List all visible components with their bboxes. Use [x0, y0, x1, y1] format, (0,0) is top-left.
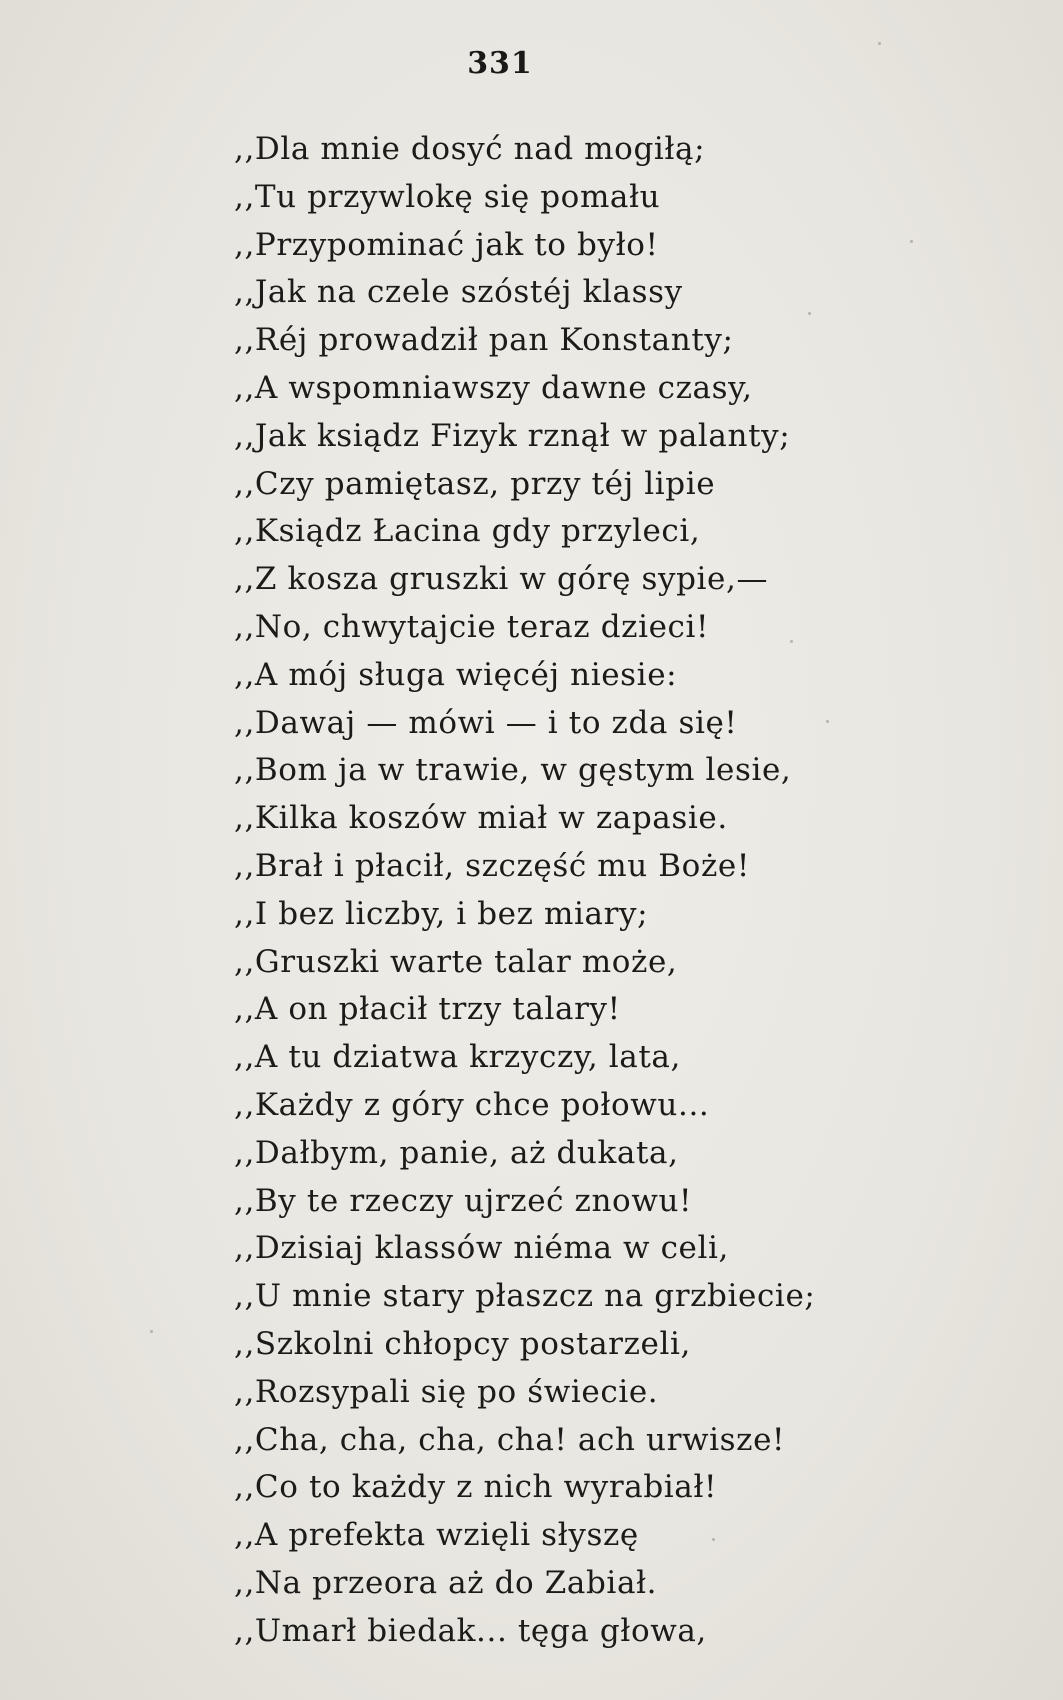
page-number: 331: [467, 46, 533, 81]
poem-line: ,,Przypominać jak to było!: [234, 226, 659, 263]
poem-line: ,,Dzisiaj klassów niéma w celi,: [234, 1230, 729, 1267]
poem-line: ,,Dla mnie dosyć nad mogiłą;: [234, 131, 706, 167]
poem-line: ,,No, chwytajcie teraz dzieci!: [234, 608, 710, 645]
poem-line: ,,U mnie stary płaszcz na grzbiecie;: [234, 1278, 816, 1315]
poem-line: ,,Każdy z góry chce połowu...: [234, 1086, 710, 1123]
poem-line: ,,Tu przywlokę się pomału: [234, 178, 661, 215]
poem-line: ,,Kilka koszów miał w zapasie.: [234, 800, 728, 837]
poem-line: ,,Dałbym, panie, aż dukata,: [234, 1134, 679, 1171]
poem-line: ,,Brał i płacił, szczęść mu Boże!: [234, 847, 750, 884]
poem-line: ,,A tu dziatwa krzyczy, lata,: [234, 1039, 681, 1076]
poem-line: ,,Umarł biedak... tęga głowa,: [234, 1612, 707, 1649]
poem-line: ,,Bom ja w trawie, w gęstym lesie,: [234, 752, 792, 789]
poem-line: ,,A on płacił trzy talary!: [234, 991, 621, 1028]
poem-line: ,,Z kosza gruszki w górę sypie,—: [234, 561, 769, 598]
poem-line: ,,I bez liczby, i bez miary;: [234, 895, 649, 932]
paper-speck: [808, 312, 811, 315]
poem-line: ,,Cha, cha, cha, cha! ach urwisze!: [234, 1421, 786, 1458]
poem-line: ,,By te rzeczy ujrzeć znowu!: [234, 1182, 693, 1219]
poem-line: ,,Ksiądz Łacina gdy przyleci,: [234, 513, 701, 550]
poem-line: ,,A wspomniawszy dawne czasy,: [234, 369, 753, 406]
poem-text: [234, 126, 815, 1656]
poem-line: ,,Szkolni chłopcy postarzeli,: [234, 1325, 691, 1362]
poem-line: ,,Czy pamiętasz, przy téj lipie: [234, 465, 716, 502]
paper-speck: [712, 1538, 715, 1541]
paper-speck: [826, 720, 829, 723]
poem-line: ,,Rozsypali się po świecie.: [234, 1373, 659, 1410]
poem-line: ,,Gruszki warte talar może,: [234, 943, 678, 980]
poem-line: ,,Na przeora aż do Zabiał.: [234, 1564, 658, 1601]
paper-speck: [150, 1330, 153, 1333]
poem-line: ,,Dawaj — mówi — i to zda się!: [234, 704, 738, 741]
poem-line: ,,Réj prowadził pan Konstanty;: [234, 322, 734, 359]
poem-line: ,,Co to każdy z nich wyrabiał!: [234, 1469, 718, 1506]
paper-speck: [790, 640, 793, 643]
poem-line: ,,A prefekta wzięli słyszę: [234, 1517, 639, 1554]
paper-speck: [878, 42, 881, 45]
poem-line: ,,Jak ksiądz Fizyk rznął w palanty;: [234, 417, 791, 454]
poem-line: ,,Jak na czele szóstéj klassy: [234, 274, 683, 311]
paper-speck: [910, 240, 913, 243]
poem-line: ,,A mój sługa więcéj niesie:: [234, 656, 678, 693]
